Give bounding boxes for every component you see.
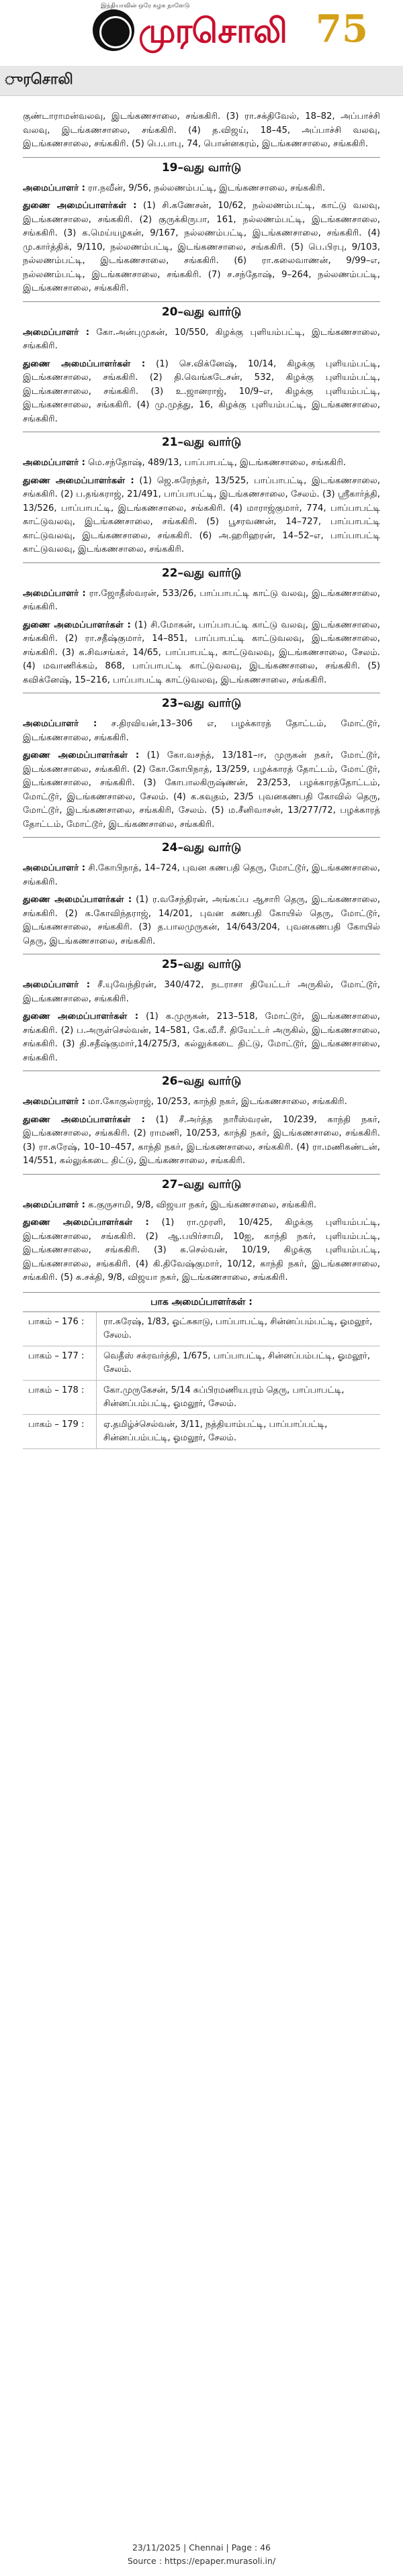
organizer-label: அமைப்பாளர் : [23,1199,85,1210]
intro-paragraph: குண்டாராமன்வலவு, இடங்கணசாலை, சங்ககிரி. (3) ரா.சக்திவேல், 18–82, அப்பாச்சி வலவு, இடங்கணசாலை, சங்ககிரி. (4) த.விஜய், 18–45, அப்பாச்சி வலவு, இடங்கணசாலை, சங்ககிரி. (5) பெ.பாபு, 74, பொன்னகரம், இடங்கணசாலை, சங்ககிரி. [23,111,380,149]
organizer-text: க.குருசாமி, 9/8, விஜயா நகர், இடங்கணசாலை, சங்ககிரி. [88,1199,317,1210]
ward-organizer [23,456,380,470]
party-seal-icon [93,9,134,51]
members-text: (1) ர.வசேந்திரன், அங்கப்ப ஆசாரி தெரு, இடங்கணசாலை, சங்ககிரி. (2) க.கோவிந்தராஜ், 14/201, புவன கணபதி கோயில் தெரு, மோட்டூர், இடங்கணசாலை, சங்ககிரி. (3) த.பாலமுருகன், 14/643/204, புவனகணபதி கோயில் தெரு, இடங்கணசாலை, சங்ககிரி. [23,895,380,946]
masthead [0,0,403,64]
ward-heading: 22–வது வார்டு [23,562,380,583]
ward-heading: 20–வது வார்டு [23,301,380,322]
organizer-text: மா.கோகுல்ராஜ், 10/253, காந்தி நகர், இடங்கணசாலை, சங்ககிரி. [88,1097,347,1107]
organizer-label: அமைப்பாளர் : [23,719,97,729]
ward-organizer [23,1199,380,1213]
organizer-text: ரா.ஜோதீஸ்வரன், 533/26, பாப்பாபட்டி காட்டு வலவு, இடங்கணசாலை, சங்ககிரி. [23,588,380,612]
booth-organizer: ரா.சுரேஷ், 1/83, ஓட்சுகாடு, பாப்பாபட்டி, சின்னப்பம்பட்டி, ஓமலூர், சேலம். [103,1316,373,1340]
members-text: (1) சி.கணேசன், 10/62, நல்லணம்பட்டி, காட்டு வலவு, இடங்கணசாலை, சங்ககிரி. (2) குருக்கிருபா, 161, நல்லணம்பட்டி, இடங்கணசாலை, சங்ககிரி. (3) க.மெய்யழகன், 9/167, நல்லணம்பட்டி, இடங்கணசாலை, சங்ககிரி. (4) மு.கார்த்திக், 9/110, நல்லணம்பட்டி, இடங்கணசாலை, சங்ககிரி. (5) பெ.பிரபு, 9/103, நல்லணம்பட்டி, இடங்கணசாலை, சங்ககிரி. (6) ரா.கலைவாணன், 9/99–எ, நல்லணம்பட்டி, இடங்கணசாலை, சங்ககிரி. (7) ச.சந்தோஷ், 9–264, நல்லணம்பட்டி, இடங்கணசாலை, சங்ககிரி. [23,201,380,293]
section-header-title: ுரசொலி [4,71,73,88]
organizer-text: ச.திரவியன்,13–306 எ, பழக்காரத் தோட்டம், மோட்டூர், இடங்கணசாலை, சங்ககிரி. [23,719,380,743]
section-header [0,66,403,96]
organizer-label: அமைப்பாளர் : [23,588,86,599]
booth-number: பாகம் – 179 : [23,1415,97,1448]
ward-section [23,301,380,427]
organizer-text: ரா.நவீன், 9/56, நல்லணம்பட்டி, இடங்கணசாலை, சங்ககிரி. [88,183,326,193]
organizer-text: சீ.யுவேந்திரன், 340/472, நடராசா தியேட்டர் அருகில், மோட்டூர், இடங்கணசாலை, சங்ககிரி. [23,980,380,1004]
ward-heading: 23–வது வார்டு [23,693,380,713]
organizer-label: அமைப்பாளர் : [23,980,91,990]
ward-members [23,619,380,688]
masthead-tagline: இந்தியாவின் ஒரே கழக நாளேடு [101,3,190,9]
members-label: துணை அமைப்பாளர்கள் : [23,620,131,630]
ward-section [23,837,380,948]
ward-organizer [23,979,380,1006]
anniversary-badge: 75 [316,7,368,51]
footer-date-page: 23/11/2025 | Chennai | Page : 46 [132,2542,271,2553]
organizer-label: அமைப்பாளர் : [23,327,90,338]
ward-members [23,1113,380,1169]
ward-organizer [23,717,380,745]
table-row [23,1346,380,1381]
members-label: துணை அமைப்பாளர்கள் : [23,1114,145,1125]
organizer-label: அமைப்பாளர் : [23,1097,85,1107]
ward-section [23,562,380,688]
ward-members [23,1216,380,1285]
ward-organizer [23,1095,380,1109]
ward-organizer [23,326,380,354]
newspaper-logo: முரசொலி [138,11,287,50]
booth-organizer: வெதீஸ் சக்ரவர்த்தி, 1/675, பாப்பாபட்டி, சின்னப்பம்பட்டி, ஓமலூர், சேலம். [103,1350,370,1375]
organizer-label: அமைப்பாளர் : [23,458,85,468]
members-label: துணை அமைப்பாளர்கள் : [23,750,140,760]
ward-members [23,199,380,296]
booth-organizer: கோ.முருகேசன், 5/14 சுப்பிரமணியபுரம் தெரு, பாப்பாபட்டி, சின்னப்பம்பட்டி, ஓமலூர், சேலம். [103,1385,345,1409]
members-text: (1) ரா.முரளி, 10/425, கிழக்கு புளியம்பட்டி, இடங்கணசாலை, சங்ககிரி. (2) ஆ.பயிர்சாமி, 10ஐ, காந்தி நகர், புளியம்பட்டி, இடங்கணசாலை, சங்ககிரி. (3) க.செல்வன், 10/19, கிழக்கு புளியம்பட்டி, இடங்கணசாலை, சங்ககிரி. (4) கி.திவேஷ்குமார், 10/12, காந்தி நகர், இடங்கணசாலை, சங்ககிரி. (5) சு.சக்தி, 9/8, விஜயா நகர், இடங்கணசாலை, சங்ககிரி. [23,1218,380,1283]
booth-table-heading: பாக அமைப்பாளர்கள் : [23,1293,380,1312]
ward-heading: 24–வது வார்டு [23,837,380,858]
members-label: துணை அமைப்பாளர்கள் : [23,201,137,211]
organizer-text: கோ.அன்புமுகன், 10/550, கிழக்கு புளியம்பட்டி, இடங்கணசாலை, சங்ககிரி. [23,327,380,351]
ward-section [23,432,380,557]
members-text: (1) கோ.வசந்த், 13/181–ஈ, முருகன் நகர், மோட்டூர், இடங்கணசாலை, சங்ககிரி. (2) கோ.கோபிநாத், 13/259, பழக்காரத் தோட்டம், மோட்டூர், இடங்கணசாலை, சங்ககிரி. (3) கோபாலகிருஷ்ணன், 23/253, பழக்காரத்தோட்டம், மோட்டூர், இடங்கணசாலை, சேலம். (4) க.கவுதம், 23/5 புவனகணபதி கோவில் தெரு, மோட்டூர், இடங்கணசாலை, சங்ககிரி, சேலம். (5) ம.சீனிவாசன், 13/277/72, பழக்காரத் தோட்டம், மோட்டூர், இடங்கணசாலை, சங்ககிரி. [23,750,380,830]
ward-section [23,954,380,1065]
ward-organizer [23,182,380,196]
organizer-label: அமைப்பாளர் : [23,183,85,193]
ward-members [23,358,380,427]
members-label: துணை அமைப்பாளர்கள் : [23,1011,139,1022]
ward-members [23,893,380,948]
ward-section [23,1071,380,1169]
table-row [23,1381,380,1415]
ward-section [23,1174,380,1285]
members-text: (1) ஜெ.சுரேந்தர், 13/525, பாப்பாபட்டி, இடங்கணசாலை, சங்ககிரி. (2) ப.தங்கராஜ், 21/491, பாப்பாபட்டி, இடங்கணசாலை, சேலம். (3) ஸ்ரீகார்த்தி, 13/526, பாப்பாபட்டி, இடங்கணசாலை, சங்ககிரி. (4) மாராஜ்குமார், 774, பாப்பாபட்டி காட்டுவலவு, இடங்கணசாலை, சங்ககிரி. (5) பூசரவணன், 14–727, பாப்பாபட்டி காட்டுவலவு, இடங்கணசாலை, சங்ககிரி. (6) அ.ஹரிஹரன், 14–52–எ, பாப்பாபட்டி காட்டுவலவு, இடங்கணசாலை, சங்ககிரி. [23,475,380,554]
ward-section [23,693,380,832]
table-row [23,1415,380,1449]
members-text: (1) சீ.அர்த்த நாரீஸ்வரன், 10/239, காந்தி நகர், இடங்கணசாலை, சங்ககிரி. (2) ராமணி, 10/253, காந்தி நகர், இடங்கணசாலை, சங்ககிரி. (3) ரா.சுரேஷ், 10–10–457, காந்தி நகர், இடங்கணசாலை, சங்ககிரி. (4) ரா.மணிகண்டன், 14/551, கல்லுக்கடை திட்டு, இடங்கணசாலை, சங்ககிரி. [23,1114,380,1166]
ward-heading: 26–வது வார்டு [23,1071,380,1091]
members-label: துணை அமைப்பாளர்கள் : [23,1218,149,1228]
ward-section [23,157,380,296]
ward-members [23,1010,380,1065]
article-body [23,110,380,2526]
ward-members [23,749,380,832]
ward-heading: 25–வது வார்டு [23,954,380,975]
booth-number: பாகம் – 177 : [23,1346,97,1380]
ward-heading: 21–வது வார்டு [23,432,380,452]
organizer-text: சி.கோபிநாத், 14–724, புவன கணபதி தெரு, மோட்டூர், இடங்கணசாலை, சங்ககிரி. [23,863,380,887]
booth-organizer: ஏ.தமிழ்ச்செல்வன், 3/11, நத்தியாம்பட்டி, பாப்பாப்பட்டி, சின்னப்பம்பட்டி, ஓமலூர், சேலம். [103,1419,328,1443]
organizer-label: அமைப்பாளர் : [23,863,86,873]
booth-number: பாகம் – 178 : [23,1381,97,1414]
ward-heading: 19–வது வார்டு [23,157,380,178]
members-text: (1) செ.விக்னேஷ், 10/14, கிழக்கு புளியம்பட்டி, இடங்கணசாலை, சங்ககிரி. (2) தி.வெங்கடேசன், 532, கிழக்கு புளியம்பட்டி, இடங்கணசாலை, சங்ககிரி. (3) உ.ஜானராஜ், 10/9–எ, கிழக்கு புளியம்பட்டி, இடங்கணசாலை, சங்ககிரி. (4) மு.முத்து, 16, கிழக்கு புளியம்பட்டி, இடங்கணசாலை, சங்ககிரி. [23,358,380,424]
members-text: (1) க.முருகன், 213–518, மோட்டூர், இடங்கணசாலை, சங்ககிரி. (2) ப.அருள்செல்வன், 14–581, கே.வீ.ரீ. தியேட்டர் அருகில், இடங்கணசாலை, சங்ககிரி. (3) தி.சதீஷ்குமார்,14/275/3, கல்லுக்கடை திட்டு, மோட்டூர், இடங்கணசாலை, சங்ககிரி. [23,1011,380,1063]
page-footer [0,2541,403,2568]
ward-organizer [23,862,380,889]
members-text: (1) சி.மோகன், பாப்பாபட்டி காட்டு வலவு, இடங்கணசாலை, சங்ககிரி. (2) ரா.சதீஷ்குமார், 14–851, பாப்பாபட்டி காட்டுவலவு, இடங்கணசாலை, சங்ககிரி. (3) க.சிவசங்கர், 14/65, பாப்பாபட்டி, காட்டுவலவு, இடங்கணசாலை, சேலம். (4) மவாணிக்கம், 868, பாப்பாபட்டி காட்டுவலவு, இடங்கணசாலை, சங்ககிரி. (5) கவிக்னேஷ், 15–216, பாப்பாபட்டி காட்டுவலவு, இடங்கணசாலை, சங்ககிரி. [23,620,380,685]
ward-organizer [23,587,380,615]
ward-heading: 27–வது வார்டு [23,1174,380,1195]
booth-number: பாகம் – 176 : [23,1312,97,1346]
table-row [23,1312,380,1346]
booth-organizers-table [23,1292,380,1449]
members-label: துணை அமைப்பாளர்கள் : [23,475,134,486]
ward-members [23,475,380,557]
members-label: துணை அமைப்பாளர்கள் : [23,895,132,905]
footer-source-link[interactable]: Source : https://epaper.murasoli.in/ [127,2556,276,2566]
members-label: துணை அமைப்பாளர்கள் : [23,358,146,369]
organizer-text: மெ.சந்தோஷ், 489/13, பாப்பாபட்டி, இடங்கணசாலை, சங்ககிரி. [88,458,346,468]
